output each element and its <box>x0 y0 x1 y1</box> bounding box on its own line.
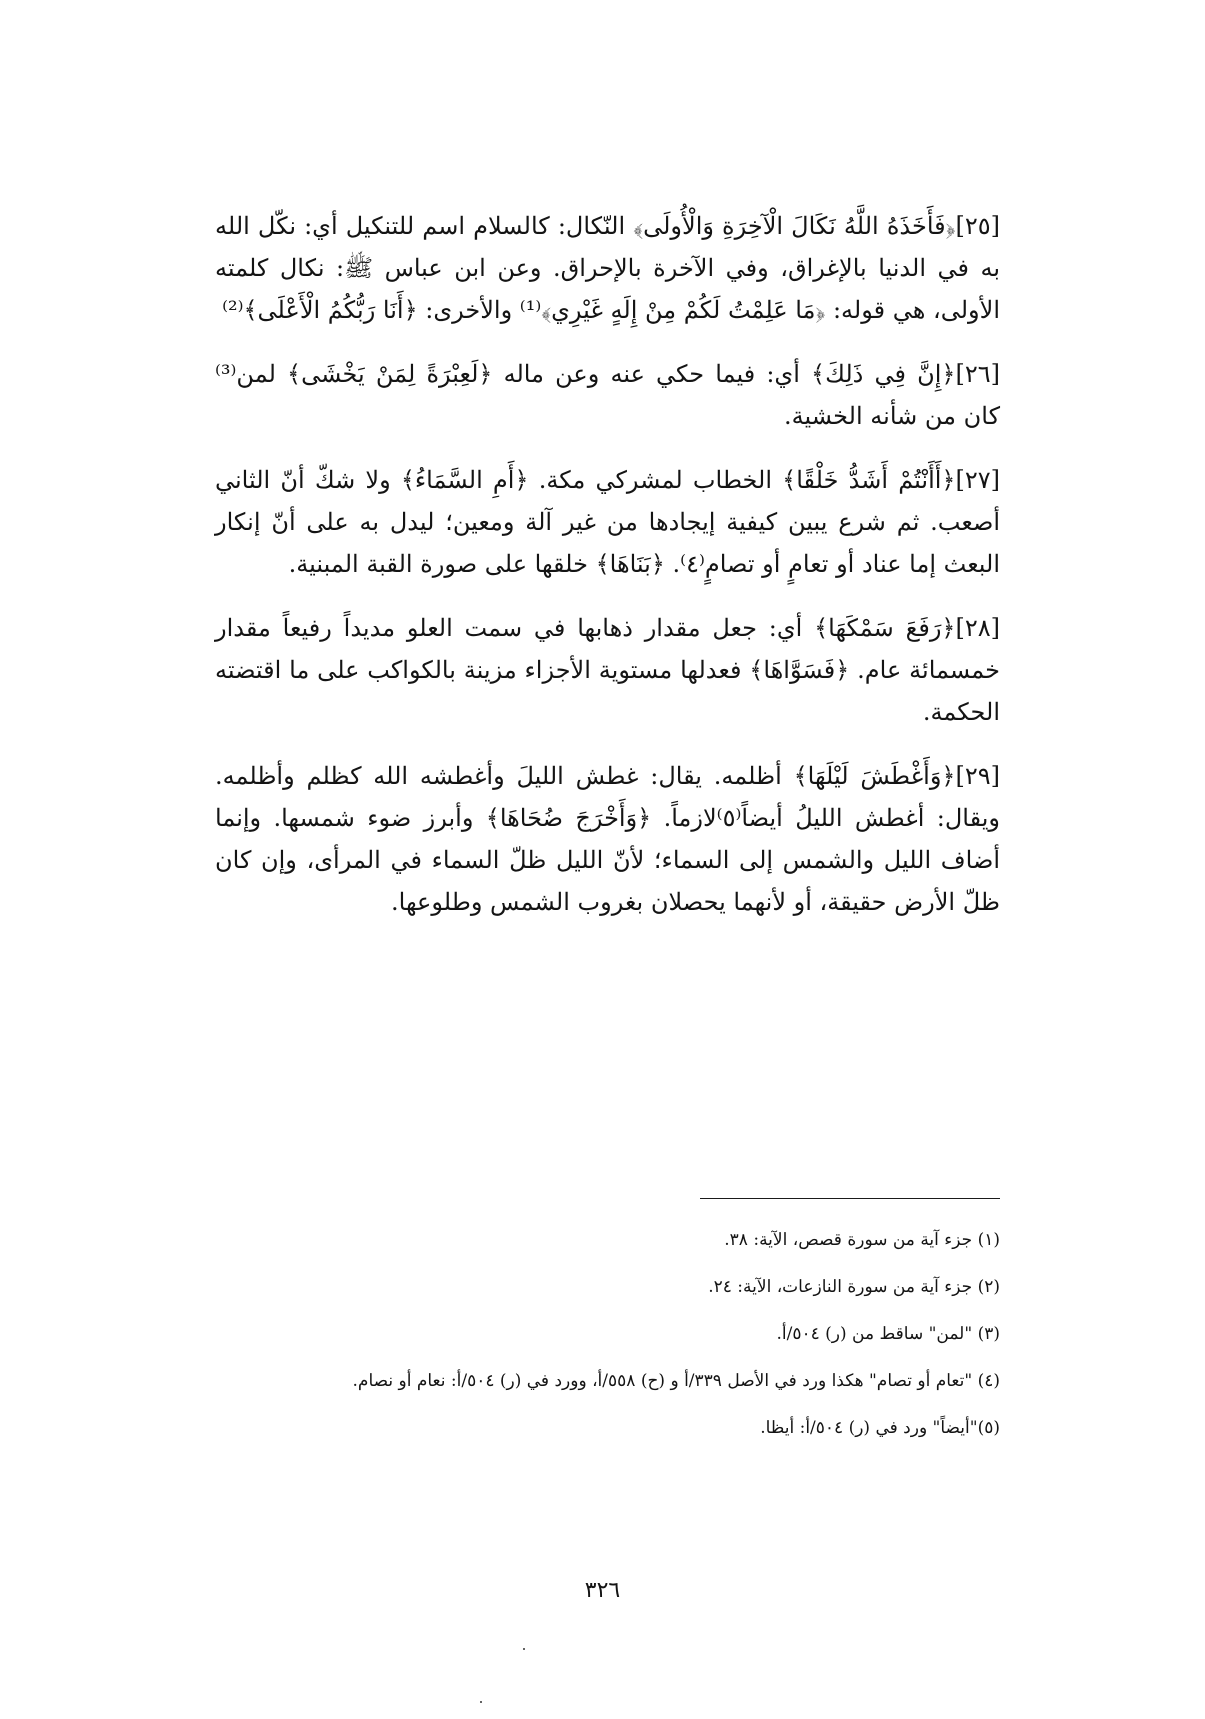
paragraph-verse-29: [٢٩]﴿وَأَغْطَشَ لَيْلَهَا﴾ أظلمه. يقال: غطش الليلَ وأغطشه الله كظلم وأظلمه. ويقال: أغطش الليلُ أيضاً⁽٥⁾لازماً. ﴿وَأَخْرَجَ ضُحَاهَا﴾ وأبرز ضوء شمسها. وإنما أضاف الليل والشمس إلى السماء؛ لأنّ الليل ظلّ السماء في المرأى، وإن كان ظلّ الأرض حقيقة، أو لأنهما يحصلان بغروب الشمس وطلوعها. <box>215 762 1000 916</box>
scan-speck <box>480 1701 482 1703</box>
paragraph-verse-28: [٢٨]﴿رَفَعَ سَمْكَهَا﴾ أي: جعل مقدار ذهابها في سمت العلو مديداً رفيعاً مقدار خمسمائة عام. ﴿فَسَوَّاهَا﴾ فعدلها مستوية الأجزاء مزينة بالكواكب على ما اقتضته الحكمة. <box>215 614 1000 726</box>
footnote-2: (٢) جزء آية من سورة النازعات، الآية: ٢٤. <box>708 1277 1000 1297</box>
scan-speck <box>523 1648 525 1650</box>
paragraph-verse-27: [٢٧]﴿أَأَنْتُمْ أَشَدُّ خَلْقًا﴾ الخطاب لمشركي مكة. ﴿أَمِ السَّمَاءُ﴾ ولا شكّ أنّ الثاني أصعب. ثم شرع يبين كيفية إيجادها من غير آلة ومعين؛ ليدل به على أنّ إنكار البعث إما عناد أو تعامٍ أو تصامٍ⁽٤⁾. ﴿بَنَاهَا﴾ خلقها على صورة القبة المبنية. <box>215 466 1000 578</box>
footnote-5: (٥)"أيضاً" ورد في (ر) ٥٠٤/أ: أيظا. <box>760 1418 1000 1438</box>
paragraph-verse-26: [٢٦]﴿إِنَّ فِي ذَلِكَ﴾ أي: فيما حكي عنه وعن ماله ﴿لَعِبْرَةً لِمَنْ يَخْشَى﴾ لمن⁽³⁾ كان من شأنه الخشية. <box>215 360 1000 430</box>
paragraph-verse-25: [٢٥]﴿فَأَخَذَهُ اللَّهُ نَكَالَ الْآخِرَةِ وَالْأُولَى﴾ النّكال: كالسلام اسم للتنكيل أي: نكّل الله به في الدنيا بالإغراق، وفي الآخرة بالإحراق. وعن ابن عباس ﷺ: نكال كلمته الأولى، هي قوله: ﴿مَا عَلِمْتُ لَكُمْ مِنْ إِلَهٍ غَيْرِي﴾⁽¹⁾ والأخرى: ﴿أَنَا رَبُّكُمُ الْأَعْلَى﴾⁽²⁾ <box>215 212 1000 324</box>
footnote-1: (١) جزء آية من سورة قصص، الآية: ٣٨. <box>724 1230 1000 1250</box>
footnote-4: (٤) "تعام أو تصام" هكذا ورد في الأصل ٣٣٩/أ و (ح) ٥٥٨/أ، وورد في (ر) ٥٠٤/أ: نعام أو نصام. <box>352 1371 1000 1391</box>
footnotes <box>215 1228 1000 1463</box>
footnote-divider <box>700 1198 1000 1199</box>
page-number: ٣٢٦ <box>584 1578 621 1603</box>
main-text <box>215 205 1000 945</box>
footnote-3: (٣) "لمن" ساقط من (ر) ٥٠٤/أ. <box>776 1324 1000 1344</box>
